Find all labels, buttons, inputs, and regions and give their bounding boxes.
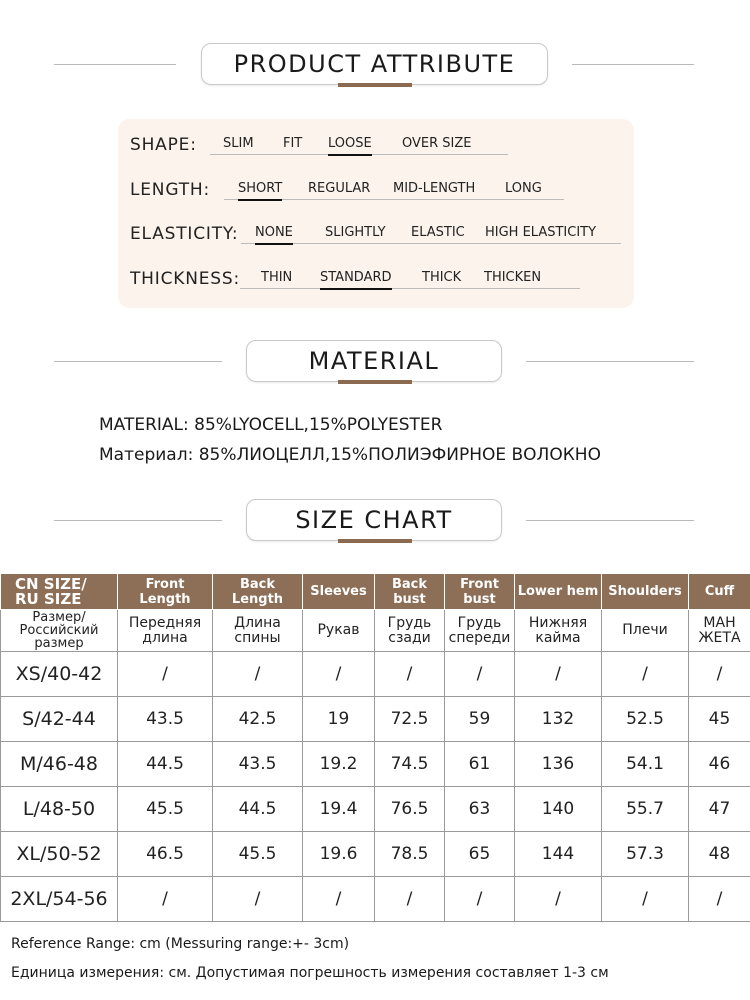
table-cell: / (118, 652, 213, 697)
size-chart-table (0, 573, 750, 922)
table-cell: / (303, 877, 375, 922)
size-cell: 2XL/54-56 (1, 877, 118, 922)
section-title: SIZE CHART (246, 499, 502, 541)
attribute-label: THICKNESS: (130, 269, 240, 289)
table-cell: 57.3 (602, 832, 689, 877)
table-header-row (1, 574, 750, 610)
table-cell: / (118, 877, 213, 922)
table-cell: 65 (445, 832, 515, 877)
header-lower-hem: Lower hem (515, 574, 602, 610)
attribute-row-shape (130, 135, 620, 165)
table-cell: / (445, 877, 515, 922)
attribute-option: FIT (283, 136, 303, 151)
header-ru-cell: МАН ЖЕТА (689, 610, 750, 652)
table-header-ru-row (1, 610, 750, 652)
product-attribute-heading (0, 43, 750, 93)
header-ru-cell: Длина спины (213, 610, 303, 652)
table-cell: 43.5 (118, 697, 213, 742)
table-row (1, 787, 750, 832)
section-title: MATERIAL (246, 340, 502, 382)
table-cell: 46.5 (118, 832, 213, 877)
divider-line (54, 64, 176, 65)
reference-range-ru: Единица измерения: см. Допустимая погрешность измерения составляет 1-3 см (11, 965, 609, 981)
section-title: PRODUCT ATTRIBUTE (201, 43, 548, 85)
material-ru-label: Материал: (99, 445, 194, 465)
attribute-rule (240, 288, 580, 289)
header-ru-cell: Грудь сзади (375, 610, 445, 652)
header-ru-cell: Нижняя кайма (515, 610, 602, 652)
size-chart-heading (0, 499, 750, 549)
table-cell: 63 (445, 787, 515, 832)
table-cell: / (602, 652, 689, 697)
table-row (1, 877, 750, 922)
table-cell: 19.6 (303, 832, 375, 877)
table-cell: 74.5 (375, 742, 445, 787)
table-row (1, 832, 750, 877)
material-en-label: MATERIAL: (99, 415, 189, 435)
attribute-row-thickness (130, 269, 620, 299)
divider-line (526, 361, 694, 362)
table-cell: 44.5 (213, 787, 303, 832)
table-cell: 19 (303, 697, 375, 742)
divider-line (572, 64, 694, 65)
attribute-option: THICKEN (484, 270, 542, 285)
table-cell: / (213, 652, 303, 697)
table-cell: 19.2 (303, 742, 375, 787)
table-row (1, 652, 750, 697)
attribute-option: OVER SIZE (402, 136, 472, 151)
header-back-bust: Back bust (375, 574, 445, 610)
header-ru-cell: Плечи (602, 610, 689, 652)
material-ru (99, 445, 601, 465)
attribute-label: SHAPE: (130, 135, 197, 155)
table-cell: / (689, 652, 750, 697)
header-ru-cell: Размер/ Российский размер (1, 610, 118, 652)
table-cell: 54.1 (602, 742, 689, 787)
table-cell: 61 (445, 742, 515, 787)
table-cell: / (375, 877, 445, 922)
table-cell: 45 (689, 697, 750, 742)
attribute-option: MID-LENGTH (393, 181, 476, 196)
header-front-length: Front Length (118, 574, 213, 610)
table-row (1, 742, 750, 787)
table-cell: / (445, 652, 515, 697)
attribute-option: ELASTIC (411, 225, 465, 240)
header-ru-cell: Грудь спереди (445, 610, 515, 652)
divider-line (54, 361, 222, 362)
attribute-option: SLIM (223, 136, 254, 151)
table-cell: 47 (689, 787, 750, 832)
attribute-row-elasticity (130, 224, 620, 254)
material-en-value: 85%LYOCELL,15%POLYESTER (194, 415, 443, 435)
header-shoulders: Shoulders (602, 574, 689, 610)
attribute-option: THIN (261, 270, 293, 285)
divider-line (54, 520, 222, 521)
table-cell: 44.5 (118, 742, 213, 787)
table-cell: 42.5 (213, 697, 303, 742)
attribute-option: THICK (422, 270, 462, 285)
table-cell: 59 (445, 697, 515, 742)
table-cell: 140 (515, 787, 602, 832)
size-cell: XL/50-52 (1, 832, 118, 877)
table-cell: 46 (689, 742, 750, 787)
table-cell: 19.4 (303, 787, 375, 832)
reference-range-en: Reference Range: cm (Messuring range:+- 3cm) (11, 936, 350, 952)
table-cell: 45.5 (118, 787, 213, 832)
size-cell: XS/40-42 (1, 652, 118, 697)
table-cell: / (515, 877, 602, 922)
size-cell: M/46-48 (1, 742, 118, 787)
attribute-panel (118, 119, 634, 308)
attribute-option-selected: NONE (255, 225, 293, 240)
table-cell: 144 (515, 832, 602, 877)
attribute-label: LENGTH: (130, 180, 210, 200)
attribute-option: REGULAR (308, 181, 371, 196)
material-heading (0, 340, 750, 390)
attribute-option-selected: SHORT (238, 181, 283, 196)
attribute-option: HIGH ELASTICITY (485, 225, 597, 240)
table-cell: / (602, 877, 689, 922)
divider-line (526, 520, 694, 521)
table-cell: / (375, 652, 445, 697)
material-en (99, 415, 442, 435)
attribute-option: SLIGHTLY (325, 225, 386, 240)
attribute-option-selected: LOOSE (328, 136, 372, 151)
attribute-label: ELASTICITY: (130, 224, 239, 244)
attribute-option: LONG (505, 181, 542, 196)
material-ru-value: 85%ЛИОЦЕЛЛ,15%ПОЛИЭФИРНОЕ ВОЛОКНО (198, 445, 601, 465)
header-front-bust: Front bust (445, 574, 515, 610)
title-accent-bar (338, 83, 412, 87)
header-size: CN SIZE/ RU SIZE (1, 574, 118, 610)
size-cell: L/48-50 (1, 787, 118, 832)
attribute-option-selected: STANDARD (320, 270, 392, 285)
table-cell: 136 (515, 742, 602, 787)
table-cell: 72.5 (375, 697, 445, 742)
attribute-rule (241, 243, 621, 244)
table-row (1, 697, 750, 742)
title-accent-bar (338, 539, 412, 543)
header-ru-cell: Передняя длина (118, 610, 213, 652)
header-cuff: Cuff (689, 574, 750, 610)
table-cell: 55.7 (602, 787, 689, 832)
attribute-row-length (130, 180, 620, 210)
table-cell: / (689, 877, 750, 922)
header-sleeves: Sleeves (303, 574, 375, 610)
table-cell: 48 (689, 832, 750, 877)
table-cell: 52.5 (602, 697, 689, 742)
table-cell: 76.5 (375, 787, 445, 832)
header-ru-cell: Рукав (303, 610, 375, 652)
table-cell: / (213, 877, 303, 922)
size-cell: S/42-44 (1, 697, 118, 742)
table-cell: 78.5 (375, 832, 445, 877)
table-cell: / (303, 652, 375, 697)
table-cell: / (515, 652, 602, 697)
table-cell: 43.5 (213, 742, 303, 787)
table-cell: 45.5 (213, 832, 303, 877)
title-accent-bar (338, 380, 412, 384)
table-cell: 132 (515, 697, 602, 742)
header-back-length: Back Length (213, 574, 303, 610)
